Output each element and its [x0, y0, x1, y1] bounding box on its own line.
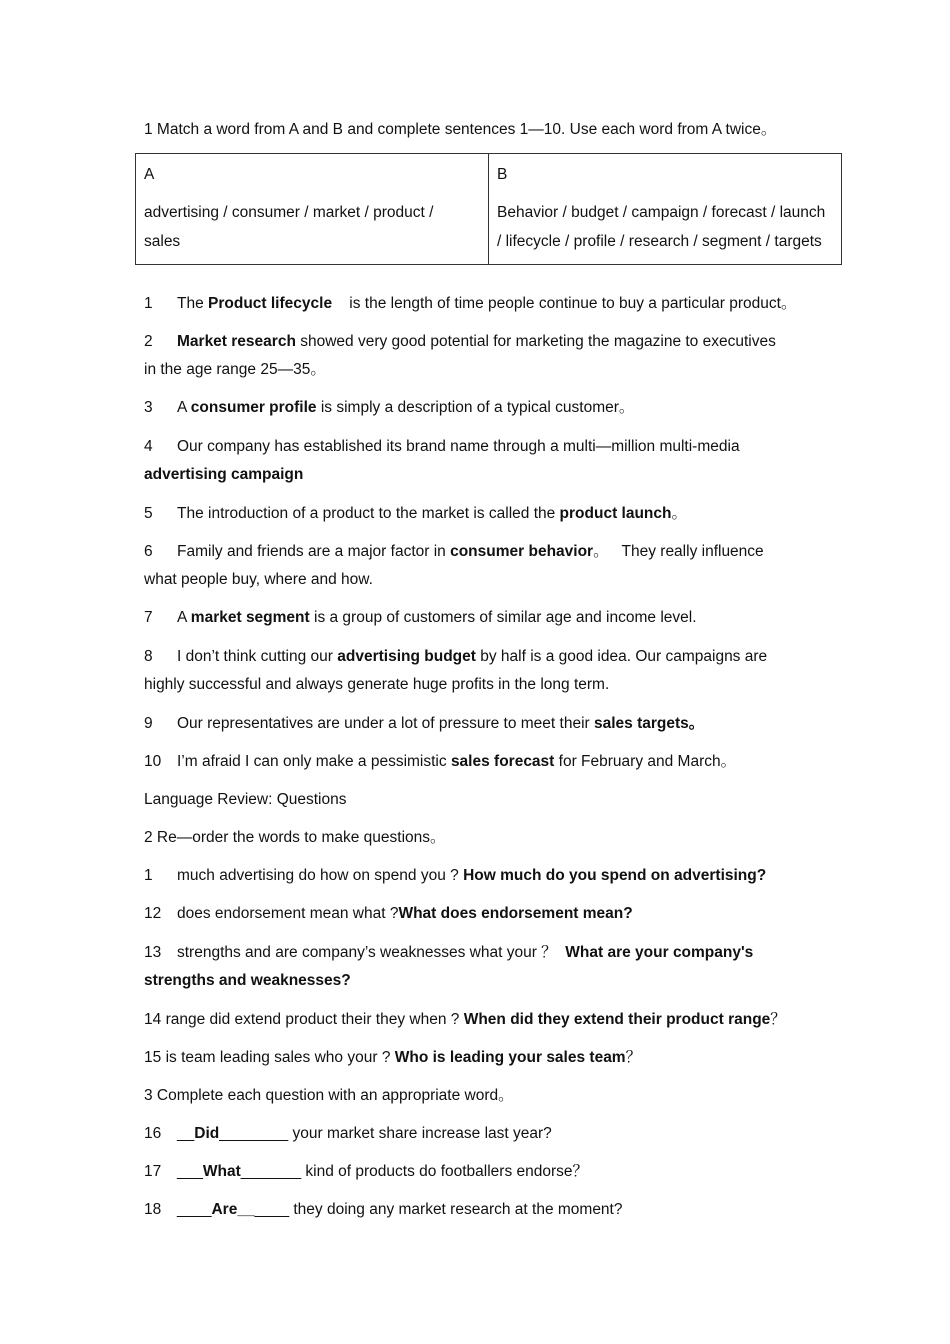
sentence-item: 3 A consumer profile is simply a description of a typical customer。: [144, 399, 635, 416]
sentence-item: 7 A market segment is a group of customers of similar age and income level.: [144, 609, 697, 626]
column-a-header: A: [144, 166, 155, 183]
instruction-1: 1 Match a word from A and B and complete sentences 1—10. Use each word from A twice。: [144, 121, 777, 138]
question-item: 14 range did extend product their they when ? When did they extend their product range？: [144, 1011, 786, 1028]
sentence-continuation: what people buy, where and how.: [144, 571, 373, 588]
question-item: 1 much advertising do how on spend you ? How much do you spend on advertising?: [144, 867, 767, 884]
sentence-item: 6 Family and friends are a major factor in consumer behavior。 They really influence: [144, 543, 764, 560]
section-title: Language Review: Questions: [144, 791, 347, 808]
word-match-table: [135, 153, 842, 265]
instruction-2: 2 Re—order the words to make questions。: [144, 829, 446, 846]
sentence-continuation: in the age range 25—35。: [144, 361, 326, 378]
instruction-3: 3 Complete each question with an appropriate word。: [144, 1087, 514, 1104]
sentence-item: 10 I’m afraid I can only make a pessimistic sales forecast for February and March。: [144, 753, 737, 770]
column-a-cell: [136, 154, 489, 265]
fill-item: 17 ___What_______ kind of products do footballers endorse？: [144, 1163, 589, 1180]
sentence-item: 5 The introduction of a product to the market is called the product launch。: [144, 505, 688, 522]
sentence-item: 9 Our representatives are under a lot of pressure to meet their sales targets。: [144, 715, 705, 732]
fill-item: 16 __Did________ your market share increase last year?: [144, 1125, 552, 1142]
column-b-cell: [489, 154, 842, 265]
sentence-item: 4 Our company has established its brand name through a multi—million multi-media: [144, 438, 740, 455]
fill-item: 18 ____Are______ they doing any market research at the moment?: [144, 1201, 623, 1218]
question-continuation: strengths and weaknesses?: [144, 972, 351, 989]
sentence-item: 1 The Product lifecycle is the length of time people continue to buy a particular product。: [144, 295, 797, 312]
question-item: 12 does endorsement mean what ?What does endorsement mean?: [144, 905, 633, 922]
column-b-header: B: [497, 166, 508, 183]
question-item: 15 is team leading sales who your ? Who is leading your sales team？: [144, 1049, 642, 1066]
sentence-continuation: advertising campaign: [144, 466, 304, 483]
sentence-continuation: highly successful and always generate huge profits in the long term.: [144, 676, 610, 693]
question-item: 13 strengths and are company’s weaknesses what your ？ What are your company's: [144, 944, 754, 961]
column-b-words: Behavior / budget / campaign / forecast / launch / lifecycle / profile / research / segment / targets: [497, 204, 826, 250]
sentence-item: 8 I don’t think cutting our advertising budget by half is a good idea. Our campaigns are: [144, 648, 768, 665]
sentence-item: 2 Market research showed very good potential for marketing the magazine to executives: [144, 333, 776, 350]
column-a-words: advertising / consumer / market / product / sales: [144, 204, 434, 250]
